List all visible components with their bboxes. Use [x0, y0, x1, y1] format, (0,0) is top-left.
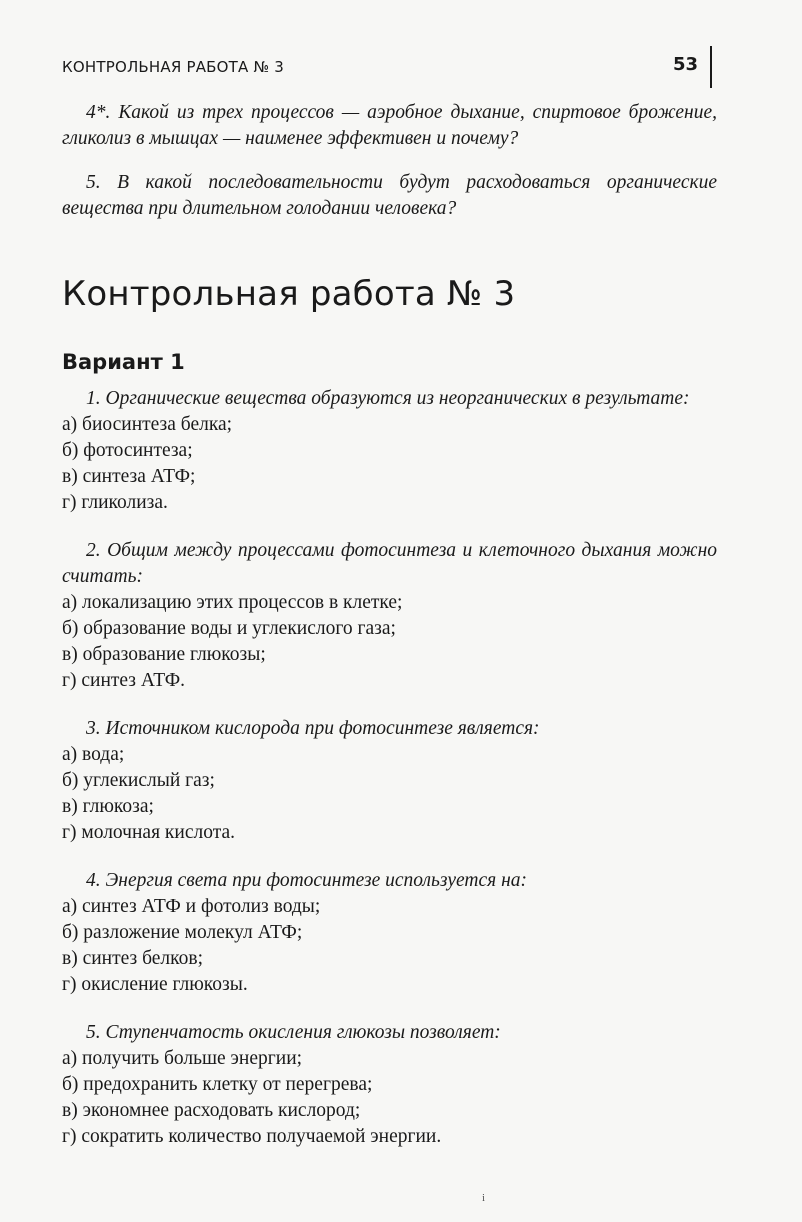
running-head: КОНТРОЛЬНАЯ РАБОТА № 3 — [62, 58, 284, 76]
previous-question: 5. В какой последовательности будут расходоваться органические вещества при длительном голодании человека? — [62, 172, 717, 219]
question-text: 5. Ступенчатость окисления глюкозы позволяет: — [86, 1022, 501, 1043]
answer-option: в) синтез белков; — [62, 948, 204, 969]
answer-option: г) гликолиза. — [62, 492, 168, 513]
question-block — [62, 1020, 717, 1150]
answer-options — [62, 894, 717, 998]
answer-options — [62, 590, 717, 694]
answer-option: в) глюкоза; — [62, 796, 154, 817]
answer-options — [62, 412, 717, 516]
question-block — [62, 868, 717, 998]
answer-option: б) образование воды и углекислого газа; — [62, 618, 396, 639]
answer-option: б) углекислый газ; — [62, 770, 215, 791]
answer-option: в) синтеза АТФ; — [62, 466, 196, 487]
question-text: 2. Общим между процессами фотосинтеза и клеточного дыхания можно считать: — [62, 540, 717, 587]
answer-option: г) синтез АТФ. — [62, 670, 186, 691]
question-text: 4. Энергия света при фотосинтезе используется на: — [86, 870, 528, 891]
page-content — [62, 100, 717, 1172]
answer-option: а) биосинтеза белка; — [62, 414, 233, 435]
answer-options — [62, 742, 717, 846]
answer-option: б) фотосинтеза; — [62, 440, 193, 461]
section-title: Контрольная работа № 3 — [62, 274, 516, 314]
answer-option: г) сократить количество получаемой энергии. — [62, 1126, 442, 1147]
question-block — [62, 538, 717, 694]
previous-question: 4*. Какой из трех процессов — аэробное дыхание, спиртовое брожение, гликолиз в мышцах — наименее эффективен и почему? — [62, 102, 717, 149]
question-text: 1. Органические вещества образуются из неорганических в результате: — [86, 388, 690, 409]
question-text: 3. Источником кислорода при фотосинтезе является: — [86, 718, 540, 739]
answer-option: а) локализацию этих процессов в клетке; — [62, 592, 403, 613]
answer-option: б) предохранить клетку от перегрева; — [62, 1074, 373, 1095]
variant-title: Вариант 1 — [62, 350, 185, 374]
answer-option: а) вода; — [62, 744, 125, 765]
page-header — [62, 54, 722, 88]
answer-option: г) окисление глюкозы. — [62, 974, 248, 995]
answer-option: в) образование глюкозы; — [62, 644, 266, 665]
answer-option: а) синтез АТФ и фотолиз воды; — [62, 896, 321, 917]
answer-option: в) экономнее расходовать кислород; — [62, 1100, 361, 1121]
header-rule — [710, 46, 712, 88]
answer-option: а) получить больше энергии; — [62, 1048, 303, 1069]
question-block — [62, 386, 717, 516]
footer-mark: i — [482, 1192, 486, 1204]
answer-option: г) молочная кислота. — [62, 822, 235, 843]
answer-option: б) разложение молекул АТФ; — [62, 922, 303, 943]
answer-options — [62, 1046, 717, 1150]
page-number: 53 — [672, 54, 698, 75]
question-block — [62, 716, 717, 846]
